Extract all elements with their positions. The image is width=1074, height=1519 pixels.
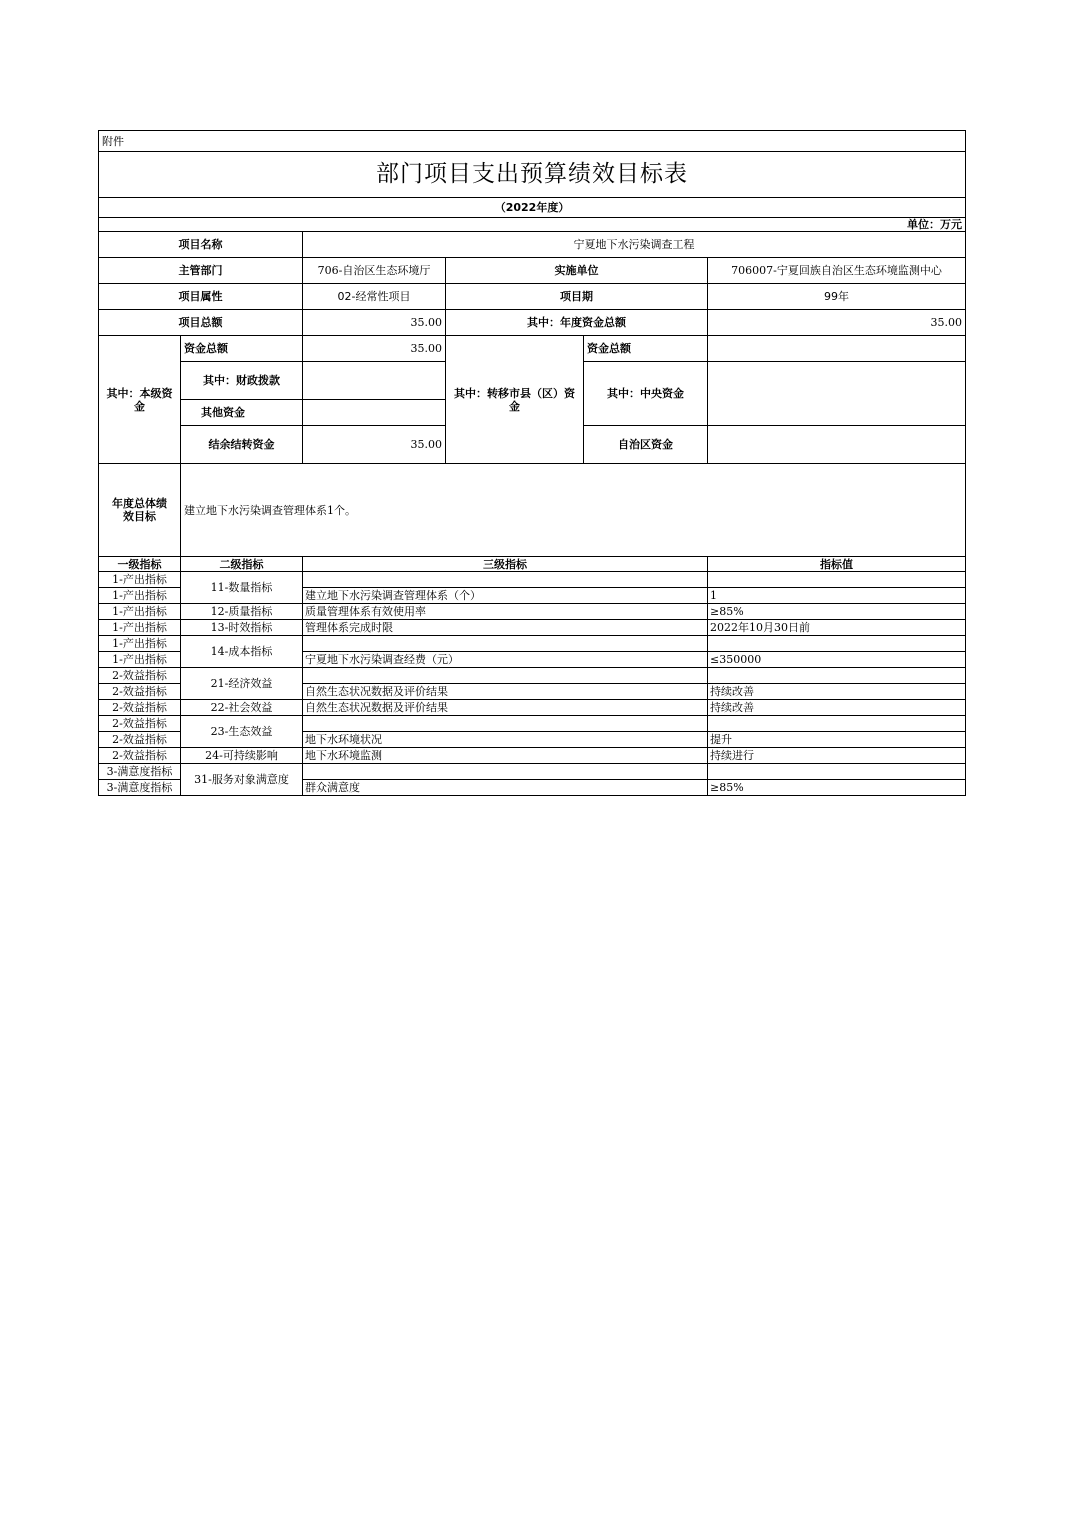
value-cell: 持续进行 <box>708 748 966 764</box>
year-label: （2022年度） <box>99 198 966 218</box>
transfer-total-value <box>708 336 966 362</box>
region-funds-label: 自治区资金 <box>584 426 708 464</box>
value-cell: 2022年10月30日前 <box>708 620 966 636</box>
value-cell: ≤350000 <box>708 652 966 668</box>
goal-value: 建立地下水污染调查管理体系1个。 <box>181 464 966 557</box>
project-name-label: 项目名称 <box>99 232 303 258</box>
header-level2: 二级指标 <box>181 557 303 572</box>
level2-cell: 11-数量指标 <box>181 572 303 604</box>
level3-cell: 宁夏地下水污染调查经费（元） <box>303 652 708 668</box>
impl-unit-label: 实施单位 <box>446 258 708 284</box>
level2-cell: 31-服务对象满意度 <box>181 764 303 796</box>
level1-cell: 1-产出指标 <box>99 604 181 620</box>
table-row <box>99 620 966 636</box>
table-row <box>99 700 966 716</box>
value-cell <box>708 636 966 652</box>
table-row <box>99 668 966 684</box>
level1-cell: 2-效益指标 <box>99 732 181 748</box>
budget-form <box>98 130 965 796</box>
value-cell <box>708 764 966 780</box>
value-cell <box>708 668 966 684</box>
transfer-total-label: 资金总额 <box>584 336 708 362</box>
header-value: 指标值 <box>708 557 966 572</box>
transfer-funds-label: 其中：转移市县（区）资金 <box>446 336 584 464</box>
carryover-value: 35.00 <box>303 426 446 464</box>
level1-cell: 3-满意度指标 <box>99 780 181 796</box>
fiscal-value <box>303 362 446 400</box>
level1-cell: 1-产出指标 <box>99 636 181 652</box>
level1-cell: 1-产出指标 <box>99 652 181 668</box>
table-row <box>99 716 966 732</box>
level1-cell: 3-满意度指标 <box>99 764 181 780</box>
level2-cell: 24-可持续影响 <box>181 748 303 764</box>
dept-label: 主管部门 <box>99 258 303 284</box>
dept-value: 706-自治区生态环境厅 <box>303 258 446 284</box>
impl-unit-value: 706007-宁夏回族自治区生态环境监测中心 <box>708 258 966 284</box>
carryover-label: 结余结转资金 <box>181 426 303 464</box>
level3-cell: 管理体系完成时限 <box>303 620 708 636</box>
level2-cell: 13-时效指标 <box>181 620 303 636</box>
budget-table <box>98 130 966 796</box>
annual-total-label: 其中：年度资金总额 <box>446 310 708 336</box>
level1-cell: 1-产出指标 <box>99 572 181 588</box>
level3-cell <box>303 668 708 684</box>
goal-label: 年度总体绩效目标 <box>99 464 181 557</box>
value-cell: ≥85% <box>708 780 966 796</box>
level3-cell: 自然生态状况数据及评价结果 <box>303 684 708 700</box>
project-attr-label: 项目属性 <box>99 284 303 310</box>
fiscal-label: 其中：财政拨款 <box>181 362 303 400</box>
local-total-value: 35.00 <box>303 336 446 362</box>
attachment-label: 附件 <box>99 131 966 152</box>
other-funds-label: 其他资金 <box>181 400 303 426</box>
value-cell: 提升 <box>708 732 966 748</box>
level1-cell: 2-效益指标 <box>99 716 181 732</box>
project-attr-value: 02-经常性项目 <box>303 284 446 310</box>
value-cell: 1 <box>708 588 966 604</box>
value-cell <box>708 572 966 588</box>
level1-cell: 2-效益指标 <box>99 668 181 684</box>
level2-cell: 23-生态效益 <box>181 716 303 748</box>
project-period-value: 99年 <box>708 284 966 310</box>
level1-cell: 1-产出指标 <box>99 588 181 604</box>
central-funds-label: 其中：中央资金 <box>584 362 708 426</box>
table-row <box>99 764 966 780</box>
value-cell: ≥85% <box>708 604 966 620</box>
level3-cell: 建立地下水污染调查管理体系（个） <box>303 588 708 604</box>
level2-cell: 12-质量指标 <box>181 604 303 620</box>
level3-cell: 自然生态状况数据及评价结果 <box>303 700 708 716</box>
region-funds-value <box>708 426 966 464</box>
local-funds-label <box>99 336 181 464</box>
other-funds-value <box>303 400 446 426</box>
level2-cell: 22-社会效益 <box>181 700 303 716</box>
header-level1: 一级指标 <box>99 557 181 572</box>
annual-total-value: 35.00 <box>708 310 966 336</box>
unit-label: 单位：万元 <box>99 218 966 232</box>
table-row <box>99 748 966 764</box>
level3-cell: 质量管理体系有效使用率 <box>303 604 708 620</box>
level3-cell <box>303 636 708 652</box>
level1-cell: 2-效益指标 <box>99 748 181 764</box>
central-funds-value <box>708 362 966 426</box>
project-period-label: 项目期 <box>446 284 708 310</box>
value-cell: 持续改善 <box>708 684 966 700</box>
level1-cell: 1-产出指标 <box>99 620 181 636</box>
level3-cell: 群众满意度 <box>303 780 708 796</box>
header-level3: 三级指标 <box>303 557 708 572</box>
level3-cell: 地下水环境监测 <box>303 748 708 764</box>
level1-cell: 2-效益指标 <box>99 700 181 716</box>
level2-cell: 21-经济效益 <box>181 668 303 700</box>
table-row <box>99 636 966 652</box>
level3-cell <box>303 572 708 588</box>
project-name-value: 宁夏地下水污染调查工程 <box>303 232 966 258</box>
local-funds-text: 其中：本级资金 <box>106 386 173 413</box>
local-total-label: 资金总额 <box>181 336 303 362</box>
value-cell: 持续改善 <box>708 700 966 716</box>
project-total-label: 项目总额 <box>99 310 303 336</box>
page-title: 部门项目支出预算绩效目标表 <box>99 152 966 198</box>
level1-cell: 2-效益指标 <box>99 684 181 700</box>
level2-cell: 14-成本指标 <box>181 636 303 668</box>
level3-cell: 地下水环境状况 <box>303 732 708 748</box>
project-total-value: 35.00 <box>303 310 446 336</box>
level3-cell <box>303 764 708 780</box>
level3-cell <box>303 716 708 732</box>
value-cell <box>708 716 966 732</box>
table-row <box>99 604 966 620</box>
table-row <box>99 572 966 588</box>
